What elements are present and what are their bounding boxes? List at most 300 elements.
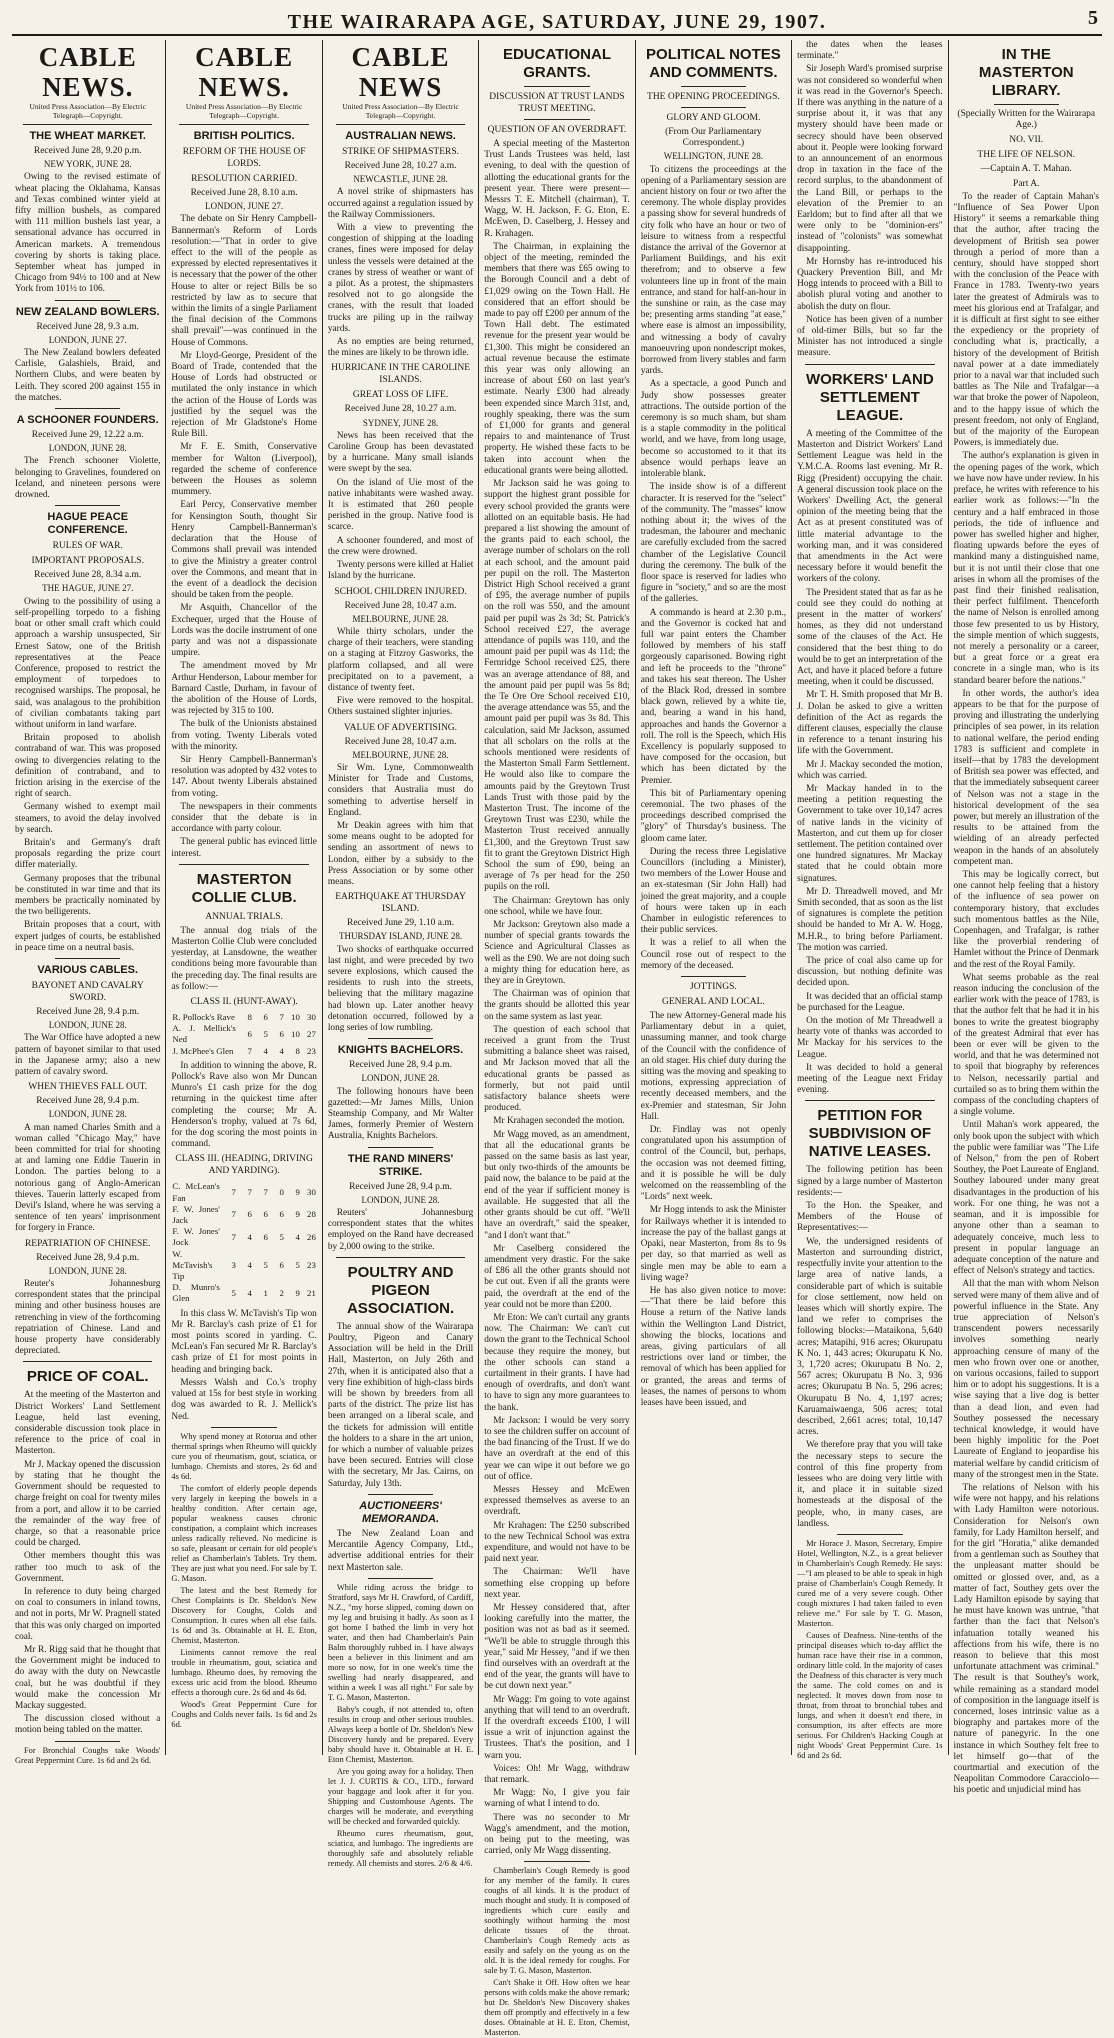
article-heading: POLITICAL NOTES AND COMMENTS. [646,46,781,81]
divider [55,300,120,301]
article-paragraph: The New Zealand bowlers defeated Carlisle, Galashiels, Braid, and Northern Clubs, and were beaten by Leith. They scored 200 against 155 in the matches. [15,348,161,403]
article-paragraph: Mr Krahagen: The £250 subscribed to the new Technical School was extra expenditure, and would not have to be paid next year. [484,1520,630,1565]
columns [10,40,1104,2038]
article-paragraph: Mr Jackson: I would be very sorry to see the children suffer on account of the bad financing of the Trust. If we do have an overdraft at the end of this year we can wipe it out before we go out of office. [484,1415,630,1482]
received-line: Received June 28, 8.10 a.m. [190,188,298,198]
table-row [171,1282,316,1304]
article-subheading: JOTTINGS. [690,982,737,993]
divider [805,1100,934,1101]
advertisement: Why spend money at Rotorua and other thermal springs when Rheumo will quickly cure you of rheumatism, gout, sciatica, or lumbago. Chemists and stores, 2s 6d and 4s 6d. [171,1431,317,1481]
cable-credit: United Press Association—By Electric Telegraph—Copyright. [185,102,303,120]
article-heading: THE RAND MINERS' STRIKE. [347,1152,454,1178]
divider [368,1147,433,1148]
masthead-title: THE WAIRARAPA AGE, SATURDAY, JUNE 29, 1907. [287,11,827,33]
dateline-place: LONDON, JUNE 28. [361,1073,440,1084]
article-subheading: THE LIFE OF NELSON. [977,150,1076,161]
article-paragraph: We, the undersigned residents of Masterton and surrounding district, respectfully invite your attention to the large area of native lands, a considerable part of which is suitable for close settlement, now held on leases which will shortly expire. The land we refer to comprises the following blocks:—Mataikona, 5,640 acres; Matapihi, 916 acres; Okurupatu K No. 1, 443 acres; Okurupatu K No. 3, 1,720 acres; Okurupatu B No. 2, 567 acres; Okurupatu B No. 3, 936 acres; Okurupatu B No. 5, 296 acres; Okurupatu B No. 4, 1,197 acres; Karuamaiwaenga, 506 acres; total described, 2,661 acres; total, 10,147 acres. [797,1236,943,1438]
divider [524,1861,589,1862]
table-row [171,1204,316,1226]
article-paragraph: Owing to the revised estimate of wheat placing the Oklahama, Kansas and Texas combined winter yield at fifty million bushels, as compared with 111 million bushels last year, a sensational advance has occurred in American markets. A tremendous covering by shorts is taking place. September wheat has jumped in Chicago from 94½ to 100 and at New York from 101½ to 106. [15,172,161,295]
correspondent-note: (From Our Parliamentary Correspondent.) [665,127,762,149]
article-subheading: NO. VII. [1009,135,1044,146]
article-subheading: THE OPENING PROCEEDINGS. [647,92,780,102]
dog-entry: F. W. Jones' Jack [172,1203,220,1226]
article-subheading: GREAT LOSS OF LIFE. [352,390,449,401]
article-subheading: RESOLUTION CARRIED. [191,174,298,184]
divider [211,1427,276,1428]
article-paragraph: Reuters' Johannesburg correspondent states that the whites employed on the Rand have decreased by 2,000 owing to the strike. [327,1208,474,1252]
article-paragraph: Britain proposed to abolish contraband of war. This was proposed owing to divergencies relating to the definition of contraband, and to friction arising in the exercise of the right of search. [15,733,161,800]
article-paragraph: Mr Deakin agrees with him that some means ought to be adopted for sending an assortment of news to London, either by a subsidy to the Press Association or by some other means. [327,820,474,887]
cable-news-banner: CABLE NEWS [351,42,450,102]
divider [681,976,746,977]
advertisement: Can't Shake it Off. How often we hear persons with colds make the above remark; but Dr. Sheldon's New Discovery shakes them off promptly and effectively in a few doses. Obtainable at H. E. Eton, Chemist, Masterton. [484,1978,630,2038]
article-author: —Captain A. T. Mahan. [980,164,1072,175]
score-cell: 8 [295,1045,300,1056]
page-number: 5 [1088,7,1098,29]
article-paragraph: As no empties are being returned, the mines are likely to be thrown idle. [327,337,474,359]
cable-news-banner: CABLE NEWS. [195,42,294,102]
article-subheading: REFORM OF THE HOUSE OF LORDS. [182,147,306,169]
article-credit: (Specially Written for the Wairarapa Age.) [957,109,1096,131]
dateline-place: THURSDAY ISLAND, JUNE 28. [339,931,463,942]
article-paragraph: The Chairman: Greytown has only one school, while we have four. [484,895,630,917]
article-paragraph: This bit of Parliamentary opening ceremonial. The two phases of the proceedings described comprised the "glory" of Thursday's business. The gloom came later. [640,788,787,844]
score-cell: 6 [263,1012,268,1022]
dog-entry: A. J. Mellick's Ned [172,1023,236,1045]
divider [368,1038,433,1039]
article-subheading: WHEN THIEVES FALL OUT. [28,1082,148,1093]
article-subheading: SCHOOL CHILDREN INJURED. [334,586,467,597]
advertisement: Wood's Great Peppermint Cure for Coughs and Colds never fails. 1s 6d and 2s 6d. [171,1699,317,1729]
article-paragraph: In other words, the author's idea appears to be that for the purpose of proving and illustrating the underlying principles of sea power, in its relation to national welfare, the period ending 1783 is sufficient and complete in itself—that by 1783 the development of British sea power was effected, and that the immediately subsequent career of Nelson was not a stage in the historical development of the sea power, but merely an illustration of the results to be attained from the wielding of an already perfected weapon in the hands of an absolutely competent man. [953,688,1099,867]
article-paragraph: The discussion closed without a motion being tabled on the matter. [15,1714,161,1736]
article-paragraph: On the motion of Mr Threadwell a hearty vote of thanks was accorded to Mr Mackay for his services to the League. [797,1016,943,1060]
column-7 [949,40,1104,1796]
article-heading: PRICE OF COAL. [26,1368,149,1386]
score-cell: 6 [263,1209,268,1220]
article-subheading: IMPORTANT PROPOSALS. [31,556,144,567]
article-paragraph: Owing to the possibility of using a self-propelling torpedo to a fishing boat or other small craft which could approach a warship unsuspected, Sir Ernest Satow, one of the British representatives at the Peace Conference, proposed to restrict the employment of torpedoes to recognised warships. The proposal, he said, was analagous to the prohibition of civilian combatants taking part without uniform in land warfare. [15,596,161,730]
article-subheading: BAYONET AND CAVALRY SWORD. [31,980,144,1003]
masthead [12,4,1102,36]
score-cell: 5 [263,1259,268,1270]
article-paragraph: Mr Mackay handed in to the meeting a petition requesting the Government to take over 10,147 acres of native lands in the vicinity of Masterton, and cut them up for closer settlement. The petition contained over one hundred signatures. Mr Mackay stated that he could obtain more signatures. [797,783,943,884]
article-paragraph: Sir Joseph Ward's promised surprise was not considered so wonderful when it was read in the Governor's Speech. If there was anything in the nature of a surprise about it, it was that any mystery should have been made or secrecy should have been observed about it. People were looking forward to an announcement of an enormous drop in taxation in the face of the record surplus, to the abandonment of the Land Bill, or perhaps to the elevation of the Premier to an Earldom; but to find after all that we were only to be "dominion-ers" instead of "colonists" was somewhat disappointing. [797,64,943,254]
article-paragraph: In reference to duty being charged on coal to consumers in inland towns, and not in ports, Mr W. Pragnell stated that this was only charged on imported coal. [15,1586,161,1642]
article-paragraph: The amendment moved by Mr Arthur Henderson, Labour member for Barnard Castle, Durham, in favour of the abolition of the House of Lords, was rejected by 315 to 100. [171,661,317,717]
score-cell: 30 [307,1187,316,1198]
divider [55,408,120,409]
dog-entry: F. W. Jones' Jock [172,1226,220,1248]
class-heading: CLASS II. (HUNT-AWAY). [190,997,298,1007]
score-cell: 9 [295,1287,300,1298]
column-4 [479,40,635,2038]
article-heading: THE WHEAT MARKET. [29,130,146,142]
article-subheading: RULES OF WAR. [52,541,123,552]
dateline-place: NEWCASTLE, JUNE 28. [353,174,448,185]
article-paragraph: During the recess three Legislative Councillors (including a Minister), two members of the Lower House and an ex-statesman (Sir John Hall) had joined the great majority, and a couple of hours were taken up in each Chamber in eulogistic references to their public services. [640,846,787,936]
divider [368,1578,433,1579]
article-paragraph: The author's explanation is given in the opening pages of the work, which we have now have under review. In his preface, he writes with reference to his earlier work as follows:—"In the century and a half embraced in those periods, the tide of influence and power has swelled higher and higher, floating upwards before the eyes of mankind many a distinguished name, but it is not until their close that one arises in whom all the promises of the past find their finished realisation, their perfect fulfilment. Thenceforth the name of Nelson is enrolled among those few presented to us by History, the simple mention of which suggests, not merely a personality or a career, but a great force or a great era concrete in a single man, who is its standard bearer before the nations." [953,451,1099,686]
article-paragraph: Mr T. H. Smith proposed that Mr B. J. Dolan be asked to give a written definition of the Act as regards the different clauses, especially the clause in reference to a tenant insuring his life with the Government. [797,690,943,757]
score-cell: 9 [295,1209,300,1220]
article-heading: HAGUE PEACE CONFERENCE. [47,511,129,537]
article-paragraph: The Chairman, in explaining the object of the meeting, reminded the members that there was £65 owing to the Borough Council and a debt of £1,029 owing on the Town Hall. He considered that an effort should be made to pay off £200 per annum of the Town Hall debt. The estimated revenue for the present year would be £1,300. This might be considered an actual revenue because the estimate this year was only allowing an increase of about £60 on last year's estimate. Nearly £300 had already been expended since March 31st, and, roughly speaking, there was the sum of £1,000 for grants and general repairs to and maintenance of Trust property. He wished these facts to be taken into account when the educational grants were being allotted. [484,241,630,476]
article-heading: KNIGHTS BACHELORS. [337,1044,464,1057]
article-paragraph: The following honours have been gazetted:—Mr James Mills, Union Steamship Company, and Mr Walter James, formerly Premier of Western Australia, Knights Bachelors. [327,1086,474,1142]
article-paragraph: It was a relief to all when the Council rose out of respect to the memory of the deceased. [640,938,787,971]
divider [336,1257,465,1258]
article-paragraph: Mr J. Mackay opened the discussion by stating that he thought the Government should be requested to charge freight on coal for twenty miles from a port, and allow it to be carried the remainder of the way free of charge, so that a reasonable price could be charged. [15,1459,161,1549]
article-subheading: REPATRIATION OF CHINESE. [24,1238,151,1249]
score-cell: 5 [295,1259,300,1270]
dateline-place: THE HAGUE, JUNE 27. [42,583,134,594]
dateline-place: LONDON, JUNE 28. [48,1109,127,1120]
article-heading: POULTRY AND PIGEON ASSOCIATION. [346,1263,455,1317]
article-paragraph: It was decided to hold a general meeting of the League next Friday evening. [797,1062,943,1096]
score-cell: 4 [263,1045,268,1056]
advertisement: The comfort of elderly people depends very largely in keeping the bowels in a healthy condition. After certain age, popular weakness causes chronic constipation, a complaint which increases unless radically relieved. No medicine is so safe, pleasant or certain for old people's relief as Chamberlain's Tablets. Try them. They are just what you need. For sale by T. G. Mason. [171,1483,317,1583]
column-3 [323,40,479,1868]
received-line: Received June 28, 9.3 a.m. [36,321,139,332]
article-paragraph: On the island of Uie most of the native inhabitants were washed away. It is estimated that 260 people perished in the group. Native food is scarce. [327,477,474,533]
received-line: Received June 28, 9.4 p.m. [36,1096,140,1107]
dateline-place: LONDON, JUNE 28. [361,1194,440,1205]
advertisement: Rheumo cures rheumatism, gout, sciatica, and lumbago. The ingredients are thoroughly safe and absolutely reliable remedy. All chemists and stores. 2/6 & 4/6. [327,1828,474,1868]
article-paragraph: Mr Jackson: Greytown also made a number of special grants towards the Science and Agricultural Classes as well as the £90. We are not doing such a mighty thing for education here, as they are in Greytown. [484,920,630,987]
score-cell: 6 [247,1028,252,1039]
divider [55,505,120,506]
article-subheading: ANNUAL TRIALS. [205,911,283,922]
article-paragraph: A special meeting of the Masterton Trust Lands Trustees was held, last evening, to deal with the question of allotting the educational grants for the present year. There were present—Messrs T. E. Mitchell (chairman), T. Wagg, W. H. Jackson, F. G. Eton, E. McEwen, D. Caselberg, J. Hessey and R. Krahagen. [484,139,630,239]
article-subheading: VALUE OF ADVERTISING. [344,722,458,733]
received-line: Received June 28, 8.34 a.m. [34,570,142,581]
score-cell: 2 [279,1287,284,1298]
score-cell: 7 [247,1187,252,1198]
article-paragraph: To the Hon. the Speaker, and Members of the House of Representatives:— [797,1201,943,1234]
article-paragraph: Messrs Hessey and McEwen expressed themselves as averse to an overdraft. [484,1484,630,1518]
article-paragraph: The relations of Nelson with his wife were not happy, and his relations with Lady Hamilton were notorious. Consideration for Nelson's own family, for Lady Hamilton herself, and for the girl "Horatia," alike demanded from a gentleman such as Southey that the unpleasant matter should be omitted or glossed over, and, as a matter of fact, Southey gets over the Lady Hamilton episode by saying that he must have known was untrue, "that farther than the fact that Nelson's infatuation totally weaned his affections from his wife, there is no reason to believe that this most unfortunate attachment was criminal." The result is that Southey's work, while remaining as a standard model of composition in the language itself is concerned, loses intrinsic value as a biography and partakes more of the nature of panegyric. In the one instance in which Southey felt free to let himself go—that of the courtmartial and execution of the Neapolitan Commodore Caracciolo—his poetic and unjudicial mind has [953,1482,1099,1796]
divider [55,958,120,959]
article-paragraph: Twenty persons were killed at Haliet Island by the hurricane. [327,560,474,582]
article-paragraph: The price of coal also came up for discussion, but nothing definite was decided upon. [797,956,943,989]
advertisement: The latest and the best Remedy for Chest Complaints is Dr. Sheldon's New Discovery for Coughs, Colds and Consumption. It cures when all else fails. 1s 6d and 3s. Obtainable at H. E. Eton, Chemist, Masterton. [171,1585,317,1645]
results-table-class-2 [171,1012,316,1057]
divider [681,107,746,108]
score-cell: 4 [247,1287,252,1298]
article-paragraph: To the reader of Captain Mahan's "Influence of Sea Power Upon History" it seems a remarkable thing that the author, after tracing the development of British sea power through a period of more than a century, should have stopped short with the conclusion of the Peace with France in 1783. Twenty-two years later the greatest of Admirals was to meet his glorious end at Trafalgar, and it is difficult at first sight to see either the expediency or the propriety of concluding what is, practically, a history of the development of British naval power at a date immediately prior to a naval war that included such battles as The Nile and Trafalgar—a war that broke the power of Napoleon, and to the happy issue of which the present freedom, not only of England, but of the majority of the European Powers, is immediately due. [953,191,1099,449]
dog-entry: W. McTavish's Tip [172,1248,213,1282]
dateline-place: LONDON, JUNE 28. [48,443,127,454]
article-paragraph: Earl Percy, Conservative member for Kensington South, thought Sir Henry Campbell-Bannerman's declaration that the House of Commons shall prevail was intended to give the Ministry a greater control over the Commons, and meant that in the event of a deadlock the decision should be taken from the people. [171,500,317,601]
score-cell: 6 [247,1209,252,1220]
score-cell: 1 [263,1287,268,1298]
received-line: Received June 28, 9.4 p.m. [36,1006,140,1017]
advertisement: While riding across the bridge to Stratford, says Mr H. Crawford, of Cardiff, N.Z., "my horse slipped, coming down on my leg and bruising it badly. As soon as I got home I bathed the limb in very hot water, and then had Chamberlain's Pain Balm thoroughly rubbed in. I have always been a believer in this liniment and am more so now, for in one week's time the swelling had nearly disappeared, and within a week I was all right." For sale by T. G. Mason, Masterton. [327,1582,474,1702]
article-heading: NEW ZEALAND BOWLERS. [15,305,160,318]
score-cell: 26 [307,1231,316,1242]
score-cell: 6 [279,1209,284,1220]
table-row [171,1012,316,1023]
article-paragraph: The French schooner Violette, belonging to Gravelines, foundered on Iceland, and nineteen persons were drowned. [15,456,161,501]
received-line: Received June 28, 9.4 p.m. [349,1181,452,1192]
advertisement: Causes of Deafness. Nine-tenths of the principal diseases which to-day afflict the human race have their rise in a common, ordinary little cold. In the majority of cases the Deafness of this character is very much the same. The cold comes on and is neglected. It moves down from nose to throat, from throat to bronchial tubes and lungs, and when it doesn't end there, in consumption, its after effects are more serious. For Children's Hacking Cough at night Woods' Great Peppermint Cure. 1s 6d and 2s 6d. [797,1630,943,1760]
table-row [171,1226,316,1248]
score-cell: 6 [279,1259,284,1270]
article-heading: MASTERTON COLLIE CLUB. [191,870,297,906]
article-subheading: HURRICANE IN THE CAROLINE ISLANDS. [331,363,470,386]
article-heading: EDUCATIONAL GRANTS. [502,46,611,81]
divider [805,364,934,365]
dateline-place: LONDON, JUNE 27. [48,334,127,345]
received-line: Received June 28, 10.47 a.m. [344,600,457,611]
article-paragraph: Mr Hessey considered that, after looking carefully into the matter, the position was not as bad as it seemed. "We'll be able to struggle through this year," said Mr Hessey, "and if we then find ourselves with an overdraft at the end of the year, the grants will have to be cut down next year." [484,1603,630,1692]
score-cell: 6 [263,1231,268,1242]
article-heading: AUCTIONEERS' MEMORANDA. [359,1499,442,1525]
divider [524,119,589,120]
article-paragraph: Sir Henry Campbell-Bannerman's resolution was adopted by 432 votes to 147. About twenty Liberals abstained from voting. [171,754,317,799]
received-line: Received June 28, 10.27 a.m. [344,161,457,171]
dateline-place: LONDON, JUNE 28. [48,1020,127,1031]
article-paragraph: Two shocks of earthquake occurred last night, and were preceded by two severe explosions, which caused the residents to rush into the streets, believing that the military magazine had blown up. Later another heavy detonation occurred, followed by a long series of low rumbling. [327,944,474,1033]
dog-entry: C. McLean's Fan [172,1181,220,1203]
article-paragraph: The annual dog trials of the Masterton Collie Club were concluded yesterday, at Lansdowne, the weather conditions being more favourable than the preceding day. The final results are as follow:— [171,925,317,992]
divider [179,864,308,865]
advertisement: For Bronchial Coughs take Woods' Great Peppermint Cure. 1s 6d and 2s 6d. [15,1745,161,1765]
article-paragraph: A man named Charles Smith and a woman called "Chicago May," have been committed for trial for shooting at and laming one Eddie Tauerin in London. The parties belong to a notorious gang of Anglo-American thieves. Tauerin latterly escaped from Devil's Island, where he was serving a sentence of ten years' imprisonment for forgery in France. [15,1122,161,1234]
article-paragraph: The debate on Sir Henry Campbell-Bannerman's Reform of Lords resolution:—"That in order to give effect to the will of the people as expressed by elected representatives it is necessary that the power of the other House to alter or reject Bills be so restricted by law as to secure that within the limits of a single Parliament the final decision of the Commons shall prevail"—was continued in the House of Commons. [171,214,317,348]
score-cell: 27 [307,1028,316,1039]
article-heading: VARIOUS CABLES. [37,963,139,976]
article-paragraph: While thirty scholars, under the charge of their teachers, were standing on a staging at Fitzroy Gasworks, the platform collapsed, and all were precipitated on to a pavement, a distance of twenty feet. [327,626,474,693]
article-paragraph: The inside show is of a different character. It is reserved for the "select" of the community. The "masses" know nothing about it; the wives of the tradesman, the labourer and mechanic are carefully excluded from the sacred chamber of the Legislative Council during the ceremony. The bulk of the floor space is reserved for ladies who figure in "society," and so are the most of the galleries. [640,482,787,605]
article-paragraph: Notice has been given of a number of old-timer Bills, but so far the Minister has not introduced a single measure. [797,314,943,359]
article-paragraph: Mr Wagg: No, I give you fair warning of what I intend to do. [484,1788,630,1810]
article-heading: A SCHOONER FOUNDERS. [16,414,159,427]
score-cell: 3 [231,1259,236,1270]
score-cell: 9 [295,1187,300,1198]
article-paragraph: Until Mahan's work appeared, the only book upon the subject with which the public were familiar was "The Life of Nelson," from the pen of Robert Southey, the Poet Laureate of England. Southey laboured under many great disadvantages in the production of his work. For one thing, he was not a seaman, and it is impossible for anyone other than a seaman to adequately conceive, much less to present in popular language an adequate conception of the nature and effect of Nelson's strategy and tactics. [953,1120,1099,1277]
advertisement: Mr Horace J. Mason, Secretary, Empire Hotel, Wellington, N.Z., is a great believer in Chamberlain's Cough Remedy. He says:—"I am pleased to be able to speak in high praise of Chamberlain's Cough Remedy. It cured me of a very severe cough. Other cough mixtures I had taken failed to even relieve me." For sale by T. G. Mason, Masterton. [797,1538,943,1628]
article-heading: PETITION FOR SUBDIVISION OF NATIVE LEASES. [808,1107,932,1161]
score-cell: 7 [231,1231,236,1242]
article-paragraph: Mr D. Threadwell moved, and Mr Smith seconded, that as soon as the list of signatures is complete the petition should be handed to Mr A. W. Hogg, M.H.R., to bring before Parliament. The motion was carried. [797,886,943,953]
dog-entry: D. Munro's Glen [172,1282,220,1304]
article-paragraph: Germany wished to exempt mail steamers, to avoid the delay involved by search. [15,802,161,835]
divider [368,1494,433,1495]
advertisement: Are you going away for a holiday. Then let J. J. CURTIS & CO., LTD., forward your baggage and look after it for you. Shipping and Customhouse Agents. The charges will be moderate, and everything will be checked and forwarded quickly. [327,1766,474,1826]
article-paragraph: News has been received that the Caroline Group has been devastated by a hurricane. Many small islands were swept by the sea. [327,430,474,475]
article-paragraph: the dates when the leases terminate." [797,40,943,62]
article-paragraph: A meeting of the Committee of the Masterton and District Workers' Land Settlement League was held in the Y.M.C.A. Rooms last evening. Mr R. Rigg (President) occupying the chair. A general discussion took place on the Workers' Dwelling Act, the general opinion of the meeting being that the Act as at present constituted was of little material advantage to the working man, and it was considered that amendments in the Act were necessary before it would benefit the workers of the colony. [797,428,943,585]
article-paragraph: Mr Hogg intends to ask the Minister for Railways whether it is intended to increase the pay of the ballast gangs at Opaki, near Masterton, from 8s to 9s per day, so that married as well as single men may be able to earn a living wage? [640,1205,787,1283]
article-paragraph: All that the man with whom Nelson served were many of them alive and of powerful influence in the State. Any true appreciation of Nelson's transcendent powers necessarily involves something nearly approaching censure of many of the men who frown over one or another, on various occasions, failed to support him or to adopt his suggestions. It is a wise saying that a live dog is better than a dead lion, and even had Southey possessed the necessary technical knowledge, it would have been highly impolitic for the Poet Laureate of England to jeopardise his material welfare by candid criticism of many of the strongest men in the State. [953,1279,1099,1480]
score-cell: 28 [307,1209,316,1220]
score-cell: 10 [291,1028,300,1039]
article-paragraph: Mr Hornsby has re-introduced his Quackery Prevention Bill, and Mr Hogg intends to proceed with a Bill to abolish plural voting and another to abolish the duty on flour. [797,256,943,312]
score-cell: 7 [247,1045,252,1056]
advertisement: Chamberlain's Cough Remedy is good for any member of the family. It cures coughs of all kinds. It is the product of much thought and study. It is composed of ingredients which cure easily and soothingly without harming the most delicate tissues of the throat. Chamberlain's Cough Remedy acts as easily and safely on the young as on the old. It is the ideal remedy for coughs. For sale by T. G. Mason, Masterton. [484,1866,630,1976]
divider [55,1741,120,1742]
score-cell: 5 [231,1287,236,1298]
column-5 [636,40,792,1755]
article-paragraph: Reuter's Johannesburg correspondent states that the principal mining and other business houses are retrenching in view of the forthcoming repatriation of Chinese. Land and house property have considerably depreciated. [15,1279,161,1357]
article-paragraph: With a view to preventing the congestion of shipping at the loading cranes, fines were imposed for delay unless the vessels were detained at the cranes by stress of weather or want of a pilot. As a protest, the shipmasters resolved not to go alongside the cranes, with the result that loaded trucks are piling up in the railway yards. [327,223,474,334]
cable-credit: United Press Association—By Electric Telegraph—Copyright. [342,102,459,120]
article-paragraph: Britain's and Germany's draft proposals regarding the prize court differ materially. [15,837,161,871]
article-paragraph: The following petition has been signed by a large number of Masterton residents:— [797,1165,943,1198]
results-table-class-3 [171,1181,316,1304]
article-paragraph: The new Attorney-General made his Parliamentary debut in a quiet, unassuming manner, and took charge of the Council with the confidence of an old stager. His chief duty during the sitting was the moving and speaking to motions, expressing appreciation of recently deceased members, and the ex-Premier and statesman, Sir John Hall. [640,1011,787,1122]
article-paragraph: He has also given notice to move:—"That there be laid before this House a return of the Native lands within the Wellington Land District, showing the blocks, locations and areas, giving particulars of all restrictions over land or timber, the removal of which has been applied for or granted, the areas and terms of leases, the names of persons to whom leases have been issued, and [640,1285,787,1408]
received-line: Received June 28, 10.27 a.m. [344,404,457,415]
article-paragraph: Mr J. Mackay seconded the motion, which was carried. [797,759,943,781]
dog-entry: R. Pollock's Rave [172,1012,235,1022]
article-paragraph: The War Office have adopted a new pattern of bayonet similar to that used in the Japanese army; also a new pattern of cavalry sword. [15,1033,161,1077]
article-paragraph: Mr Krahagen seconded the motion. [493,1116,625,1127]
score-cell: 5 [279,1231,284,1242]
article-paragraph: The President stated that as far as he could see they could do nothing at present in the matter of workers' homes, as they did not understand some of the clauses of the Act. He considered that the best thing to do would be to get an interpretation of the Act, and have it placed before a future meeting, when it could be discussed. [797,587,943,688]
article-paragraph: We therefore pray that you will take the necessary steps to secure the control of this fine property from lessees who are doing very little with it, and place it in suitable sized homesteads at the disposal of the people, who, in many cases, are landless. [797,1440,943,1529]
column-2 [166,40,322,1755]
article-subheading: EARTHQUAKE AT THURSDAY ISLAND. [335,892,466,915]
divider [23,124,152,125]
article-paragraph: Britain proposes that a court, with expert judges of courts, be established in peace time on a neutral basis. [15,920,161,953]
score-cell: 4 [279,1045,284,1056]
column-6 [792,40,948,1760]
article-paragraph: Mr Asquith, Chancellor of the Exchequer, urged that the House of Lords was the docile instrument of one party and was not a dispassionate umpire. [171,603,317,659]
score-cell: 10 [291,1012,300,1022]
dateline-place: LONDON, JUNE 28. [48,1265,127,1276]
table-row [171,1181,316,1203]
article-subheading: GLORY AND GLOOM. [666,113,761,123]
article-subheading: GENERAL AND LOCAL. [661,997,765,1008]
received-line: Received June 28, 9.4 p.m. [349,1060,452,1071]
article-paragraph: To citizens the proceedings at the opening of a Parliamentary session are ancient history on four or two after the ceremony. The whole display provides a passing show for several hundreds of city folk who have an hour or two of leisure to witness from a respectful distance the arrival of the Governor at Parliament Buildings, and his exit therefrom; and to observe a few volunteers line up in front of the main entrance, and stand for half-an-hour in the sunshine or rain, as the case may be; presenting arms standing "at ease," where ease is almost an impossibility, and witnessing a body of cavalry manoeuvring upon nondescript mokes, borrowed from livery stables and farm yards. [640,164,787,377]
received-line: Received June 28, 10.47 a.m. [344,736,457,747]
divider [336,124,465,125]
article-paragraph: A novel strike of shipmasters has occurred against a regulation issued by the Railway Commissioners. [327,187,474,220]
dateline-place: MELBOURNE, JUNE 28. [352,613,449,624]
score-cell: 0 [279,1187,284,1198]
article-heading: BRITISH POLITICS. [193,130,295,142]
divider [681,86,746,87]
article-paragraph: What seems probable as the real reason inducing the conclusion of the earlier work with the peace of 1783, is that the author felt that he had it in his bones to write the greatest biography of the greatest Admiral that ever has been or ever will be given to the world, and that he was determined not to spoil that biography by references to Nelson, necessarily partial and curtailed so as to bring them within the compass of the concluding chapters of a single volume. [953,972,1099,1118]
score-cell: 6 [279,1028,284,1039]
article-paragraph: The New Zealand Loan and Mercantile Agency Company, Ltd., advertise additional entries for their next Masterton sale. [327,1528,474,1573]
score-cell: 7 [263,1187,268,1198]
table-row [171,1046,316,1057]
score-cell: 23 [307,1045,316,1056]
dateline-place: WELLINGTON, JUNE 28. [663,151,764,162]
article-paragraph: It was decided that an official stamp be purchased for the League. [797,991,943,1013]
article-paragraph: Germany proposes that the tribunal be constituted in war time and that its members be practically nominated by the two belligerents. [15,873,161,918]
article-paragraph: Mr Eton: We can't curtail any grants now. The Chairman: We can't cut down the grant to the Technical School because they require the money, but the other schools can stand a curtailment in their grants. I have had enough of overdrafts, and don't want to have to sign any more guarantees to the bank. [484,1312,630,1413]
dateline-place: NEW YORK, JUNE 28. [43,159,132,170]
dateline-place: LONDON, JUNE 27. [205,201,284,212]
score-cell: 4 [247,1259,252,1270]
article-heading: AUSTRALIAN NEWS. [345,130,456,142]
received-line: Received June 29, 12.22 a.m. [31,430,144,441]
score-cell: 4 [295,1231,300,1242]
article-paragraph: Mr Caselberg considered the amendment very drastic. For the sake of £86 all the other grants should not be cut out. Even if all the grants were paid, the overdraft at the end of the year could not be more than £200. [484,1243,630,1310]
advertisement: Liniments cannot remove the real trouble in rheumatism, gout, sciatica and lumbago. Rheumo does, by removing the excess uric acid from the blood. Rheumo effects a thorough cure. 2s 6d and 4s 6d. [171,1647,317,1697]
dateline-place: MELBOURNE, JUNE 28. [352,749,449,760]
dateline-place: SYDNEY, JUNE 28. [362,417,439,428]
score-cell: 7 [279,1012,284,1022]
article-paragraph: Mr R. Rigg said that he thought that the Government might be induced to do away with the duty on Newcastle coal, but he was doubtful if they would make the concession Mr Mackay suggested. [15,1644,161,1711]
article-paragraph: The bulk of the Unionists abstained from voting. Twenty Liberals voted with the minority. [171,719,317,752]
advertisement: Baby's cough, if not attended to, often results in croup and other serious troubles. Always keep a bottle of Dr. Sheldon's New Discovery handy and be prepared. Every baby should have it. Obtainable at H. E. Eton Chemist, Masterton. [327,1704,474,1764]
score-cell: 5 [263,1028,268,1039]
article-paragraph: Mr Wagg: I'm going to vote against anything that will tend to an overdraft. If the overdraft exceeds £100, I will issue a writ of injunction against the Trustees. That's the position, and I warn you. [484,1694,630,1761]
received-line: Received June 28, 9.4 p.m. [36,1252,140,1263]
divider [179,124,308,125]
article-paragraph: This may be logically correct, but one cannot help feeling that a history of the influence of sea power on contemporary history, that excludes such momentous battles as the Nile, Copenhagen, and Trafalgar, is rather like the proverbial rendering of Hamlet without the Prince of Denmark and the rest of the Royal Family. [953,870,1099,970]
article-paragraph: Mr F. E. Smith, Conservative member for Walton (Liverpool), regarded the scheme of conference between the Houses as solemn mummery. [171,442,317,498]
score-cell: 7 [231,1187,236,1198]
article-paragraph: Other members thought this was rather too much to ask of the Government. [15,1551,161,1584]
article-heading: WORKERS' LAND SETTLEMENT LEAGUE. [805,370,934,424]
class-heading: CLASS III. (HEADING, DRIVING AND YARDING). [175,1154,313,1177]
article-paragraph: The Chairman: We'll have something else cropping up before next year. [484,1567,630,1600]
score-cell: 30 [307,1012,316,1022]
article-paragraph: In this class W. McTavish's Tip won Mr R. Barclay's cash prize of £1 for most points scored in yarding. C. McLean's Fan secured Mr R. Barclay's cash prize of £1 for most points in heading and bringing back. [171,1308,317,1375]
divider [994,104,1059,105]
divider [837,1534,902,1535]
article-paragraph: Voices: Oh! Mr Wagg, withdraw that remark. [484,1763,630,1786]
article-paragraph: Mr Wagg moved, as an amendment, that all the educational grants be passed on the same basis as last year, but only two-thirds of the amounts be paid now, the balance to be paid at the end of the year if sufficient money is available. He suggested that all the other grants should be cut off. "We'll have an overdraft," said the speaker, "and I don't want that." [484,1129,630,1241]
dog-entry: J. McPhee's Glen [172,1045,234,1056]
received-line: Received June 28, 9.20 p.m. [33,146,142,156]
divider [23,1361,152,1362]
article-paragraph: The Chairman was of opinion that the grants should be allotted this year on the same system as last year. [484,989,630,1022]
table-row [171,1023,316,1045]
divider [524,86,589,87]
article-paragraph: Dr. Findlay was not openly congratulated upon his assumption of control of the Council, but, perhaps, the occasion was not deemed fitting, and it is possible he will be duly welcomed on the reassembling of the "Lords" next week. [640,1125,787,1203]
score-cell: 8 [247,1012,252,1022]
article-paragraph: The general public has evinced little interest. [171,837,317,859]
article-paragraph: The annual show of the Wairarapa Poultry, Pigeon and Canary Association will be held in the Drill Hall, Masterton, on July 26th and 27th, when it is anticipated also that a very fine exhibition of high-class birds will be shown by breeders from all parts of the district. The prize list has been arranged on a liberal scale, and the tickets for admission will entitle the holders to a share in the art union, for which a number of valuable prizes have been secured. Entries will close with the secretary, Mr Jas. Cairns, on Saturday, July 13th. [327,1321,474,1489]
received-line: Received June 29, 1.10 a.m. [346,918,455,929]
article-paragraph: The newspapers in their comments consider that the debate is in accordance with party colour. [171,801,317,835]
article-paragraph: At the meeting of the Masterton and District Workers' Land Settlement League, held last evening, considerable discussion took place in reference to the price of coal in Masterton. [15,1390,161,1457]
article-paragraph: A schooner foundered, and most of the crew were drowned. [327,535,474,557]
score-cell: 23 [307,1259,316,1270]
table-row [171,1249,316,1283]
article-subheading: DISCUSSION AT TRUST LANDS TRUST MEETING. [489,92,625,114]
article-part: Part A. [1013,178,1040,189]
article-paragraph: As a spectacle, a good Punch and Judy show possesses greater attractions. The outside portion of the ceremony is so much sham, but sham is a staple commodity in the political world, and we have, from long usage, become so accustomed to it that its absence would perhaps leave an intolerable blank. [640,379,787,480]
article-subheading: QUESTION OF AN OVERDRAFT. [487,125,627,135]
article-paragraph: The question of each school that received a grant from the Trust submitting a balance sheet was raised, and Mr Jackson moved that all the educational grants be passed as formerly, but not paid until satisfactory balance sheets were produced. [484,1024,630,1114]
score-cell: 4 [247,1231,252,1242]
article-subheading: STRIKE OF SHIPMASTERS. [342,147,460,157]
cable-news-banner: CABLE NEWS. [38,42,137,102]
article-paragraph: Five were removed to the hospital. Others sustained slighter injuries. [327,696,474,718]
cable-credit: United Press Association—By Electric Telegraph—Copyright. [29,102,146,120]
article-paragraph: A commando is heard at 2.30 p.m., and the Governor is cocked hat and full war paint enters the Chamber followed by members of his staff gorgeously caparisoned. Bowing right and left he proceeds to the "throne" and takes his seat thereon. The Usher of the Black Rod, dressed in sombre black gown, relieved by a white tie, and, bearing a wand in his hand, approaches and hands the Governor a roll. The roll is the Speech, which His Excellency is popularly supposed to have composed for the occasion, but which has been dictated by the Premier. [640,607,787,786]
article-paragraph: Mr Lloyd-George, President of the Board of Trade, contended that the House of Lords had obstructed or mutilated the only instance in which the action of the House of Lords was justified by the sequel was the rejection of Mr Gladstone's Home Rule Bill. [171,350,317,440]
article-paragraph: Sir Wm. Lyne, Commonwealth Minister for Trade and Customs, considers that Australia must do something to advertise herself in England. [327,762,474,818]
article-paragraph: There was no seconder to Mr Wagg's amendment, and the motion, on being put to the meeting, was carried, only Mr Wagg dissenting. [484,1812,630,1857]
column-1 [10,40,166,1765]
article-paragraph: In addition to winning the above, R. Pollock's Rave also won Mr Duncan Munro's £1 cash prize for the dog returning in the quickest time after completing the course; Mr A. Henderson's trophy, valued at 7s 6d, for the dog scoring the most points in command. [171,1060,317,1150]
article-paragraph: Messrs Walsh and Co.'s trophy valued at 15s for best style in working dog was awarded to R. J. Mellick's Ned. [171,1377,317,1422]
article-heading: IN THE MASTERTON LIBRARY. [978,46,1074,99]
score-cell: 21 [307,1287,316,1298]
